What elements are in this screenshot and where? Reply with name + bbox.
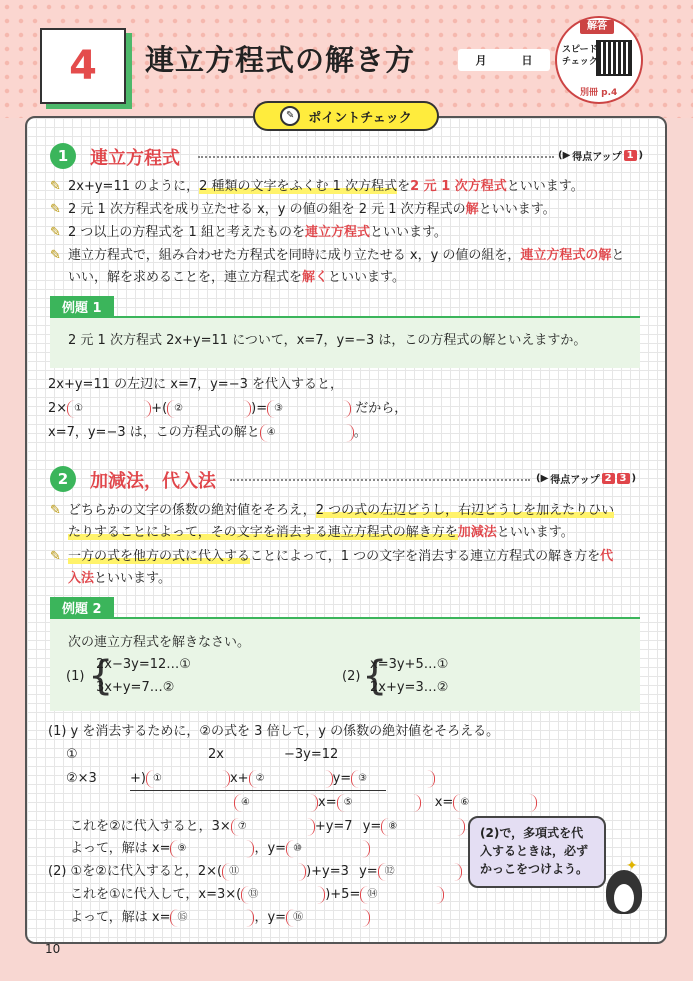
answer-blank[interactable]: ⑧ — [381, 818, 465, 836]
work-term: −3y=12 — [284, 747, 339, 762]
answer-blank[interactable]: ② — [167, 400, 251, 418]
bullet-line: ✎ 一方の式を他方の式に代入することによって，1 つの文字を消去する連立方程式の解き方を代 — [50, 546, 613, 568]
answer-page-ref: 別冊 p.4 — [580, 88, 618, 98]
section-1-title: 連立方程式 — [90, 148, 180, 169]
speed-check-label — [562, 44, 598, 68]
problem-2-label: (2) — [342, 669, 361, 684]
work-line: よって，解は x= ⑮ ，y= ⑯ — [70, 907, 370, 929]
qr-code-icon[interactable] — [598, 42, 630, 74]
dotted-leader — [198, 156, 554, 158]
example-1-text: 2 元 1 次方程式 2x+y=11 について，x=7，y=−3 は，この方程式の解といえますか。 — [68, 333, 587, 348]
work-line: よって，解は x= ⑨ ，y= ⑩ — [70, 838, 370, 860]
section-2-title: 加減法，代入法 — [90, 471, 216, 492]
answer-blank[interactable]: ④ — [260, 424, 354, 442]
example-1-label: 例題 1 — [50, 296, 114, 316]
score-up-label: 得点アップ — [550, 475, 600, 486]
answer-blank[interactable]: ⑯ — [286, 909, 370, 927]
answer-blank[interactable]: ② — [249, 770, 333, 788]
equation: 2x−3y=12…① — [96, 657, 191, 672]
bullet-line-cont: いい，解を求めることを，連立方程式を解くといいます。 — [68, 270, 405, 285]
section-1-number: 1 — [50, 143, 76, 169]
example-2-label: 例題 2 — [50, 597, 114, 617]
answer-blank[interactable]: ⑩ — [286, 840, 370, 858]
work-line: +) ① x+ ② y= ③ — [130, 768, 435, 790]
score-up-badge: 3 — [617, 473, 630, 484]
solution-line: 2× ① +( ② )= ③ だから， — [48, 401, 408, 416]
pushpin-icon: ✎ — [50, 225, 61, 240]
bullet-line: ✎ 2x+y=11 のように，2 種類の文字をふくむ 1 次方程式を2 元 1 次方程式といいます。 — [50, 176, 584, 198]
solution-line: 2x+y=11 の左辺に x=7，y=−3 を代入すると， — [48, 377, 343, 392]
section-2-number: 2 — [50, 466, 76, 492]
brace: { — [88, 653, 114, 699]
problem-1-label: (1) — [66, 669, 85, 684]
point-check-banner — [253, 101, 439, 131]
chapter-number: 4 — [40, 28, 126, 104]
score-up-badge: 1 — [624, 150, 637, 161]
answer-blank[interactable]: ④ — [234, 794, 318, 812]
score-up-1: (▶ 得点アップ 1 ) — [558, 150, 644, 163]
answer-blank[interactable]: ⑤ — [337, 794, 421, 812]
score-up-label: 得点アップ — [572, 152, 622, 163]
pushpin-icon: ✎ — [50, 179, 61, 194]
work-line: ④ x= ⑤ x= ⑥ — [234, 792, 537, 814]
bullet-line: ✎ 連立方程式で，組み合わせた方程式を同時に成り立たせる x，y の値の組を，連立方程式の解と — [50, 245, 624, 267]
answer-blank[interactable]: ① — [67, 400, 151, 418]
answer-blank[interactable]: ③ — [351, 770, 435, 788]
answer-blank[interactable]: ⑨ — [170, 840, 254, 858]
date-month: 月 — [475, 54, 487, 67]
answer-blank[interactable]: ⑦ — [231, 818, 315, 836]
bullet-line-cont: 入法といいます。 — [68, 571, 171, 586]
work-label: ②×3 — [66, 771, 97, 786]
score-up-badge: 2 — [602, 473, 615, 484]
point-check-label: ポイントチェック — [308, 110, 412, 126]
answer-blank[interactable]: ⑪ — [222, 863, 306, 881]
pushpin-icon: ✎ — [50, 248, 61, 263]
answer-label: 解答 — [580, 20, 614, 34]
answer-blank[interactable]: ① — [146, 770, 230, 788]
answer-blank[interactable]: ③ — [267, 400, 351, 418]
bullet-line: ✎ 2 元 1 次方程式を成り立たせる x，y の値の組を 2 元 1 次方程式の解といいます。 — [50, 199, 556, 221]
example-2-text: 次の連立方程式を解きなさい。 — [68, 635, 251, 650]
sum-line — [130, 790, 386, 791]
pushpin-icon: ✎ — [50, 202, 61, 217]
penguin-belly — [614, 884, 634, 912]
date-day: 日 — [521, 54, 533, 67]
answer-blank[interactable]: ⑭ — [360, 886, 444, 904]
solution-line: x=7，y=−3 は，この方程式の解と ④ 。 — [48, 425, 367, 440]
page-number: 10 — [45, 942, 61, 956]
answer-blank[interactable]: ⑫ — [378, 863, 462, 881]
answer-blank[interactable]: ⑥ — [453, 794, 537, 812]
tip-bubble: (2)で，多項式を代入するときは，必ずかっこをつけよう。 — [468, 816, 606, 888]
brace: { — [362, 653, 388, 699]
lightbulb-icon: ✦ — [626, 858, 638, 874]
work-line: これを①に代入して，x=3×( ⑬ )+5= ⑭ — [70, 884, 444, 906]
play-icon: (▶ — [558, 150, 571, 161]
equation: 3x+y=7…② — [96, 680, 175, 695]
score-up-2: (▶ 得点アップ 2 3 ) — [536, 473, 637, 486]
equation: 2x+y=3…② — [370, 680, 449, 695]
bullet-line: ✎ どちらかの文字の係数の絶対値をそろえ，2 つの式の左辺どうし，右辺どうしを加えたりひい — [50, 500, 614, 522]
work-term: 2x — [208, 747, 224, 762]
pushpin-icon: ✎ — [50, 549, 61, 564]
speed-check-line2: チェック — [562, 57, 598, 67]
work-line: (2) ①を②に代入すると，2×( ⑪ )+y=3 y= ⑫ — [48, 861, 462, 883]
work-line: これを②に代入すると，3× ⑦ +y=7 y= ⑧ — [70, 816, 465, 838]
pushpin-icon: ✎ — [50, 503, 61, 518]
answer-blank[interactable]: ⑬ — [241, 886, 325, 904]
dotted-leader — [230, 479, 530, 481]
bullet-line: ✎ 2 つ以上の方程式を 1 組と考えたものを連立方程式といいます。 — [50, 222, 447, 244]
answer-blank[interactable]: ⑮ — [170, 909, 254, 927]
page-title: 連立方程式の解き方 — [145, 43, 416, 77]
work-line: (1) y を消去するために，②の式を 3 倍して，y の係数の絶対値をそろえる。 — [48, 724, 500, 739]
speed-check-line1: スピード — [562, 45, 598, 55]
bullet-line-cont: たりすることによって，その文字を消去する連立方程式の解き方を加減法といいます。 — [68, 525, 574, 540]
work-label: ① — [66, 747, 78, 762]
pushpin-icon: ✎ — [280, 106, 300, 126]
date-box — [458, 49, 550, 71]
equation: x=3y+5…① — [370, 657, 449, 672]
play-icon: (▶ — [536, 473, 549, 484]
